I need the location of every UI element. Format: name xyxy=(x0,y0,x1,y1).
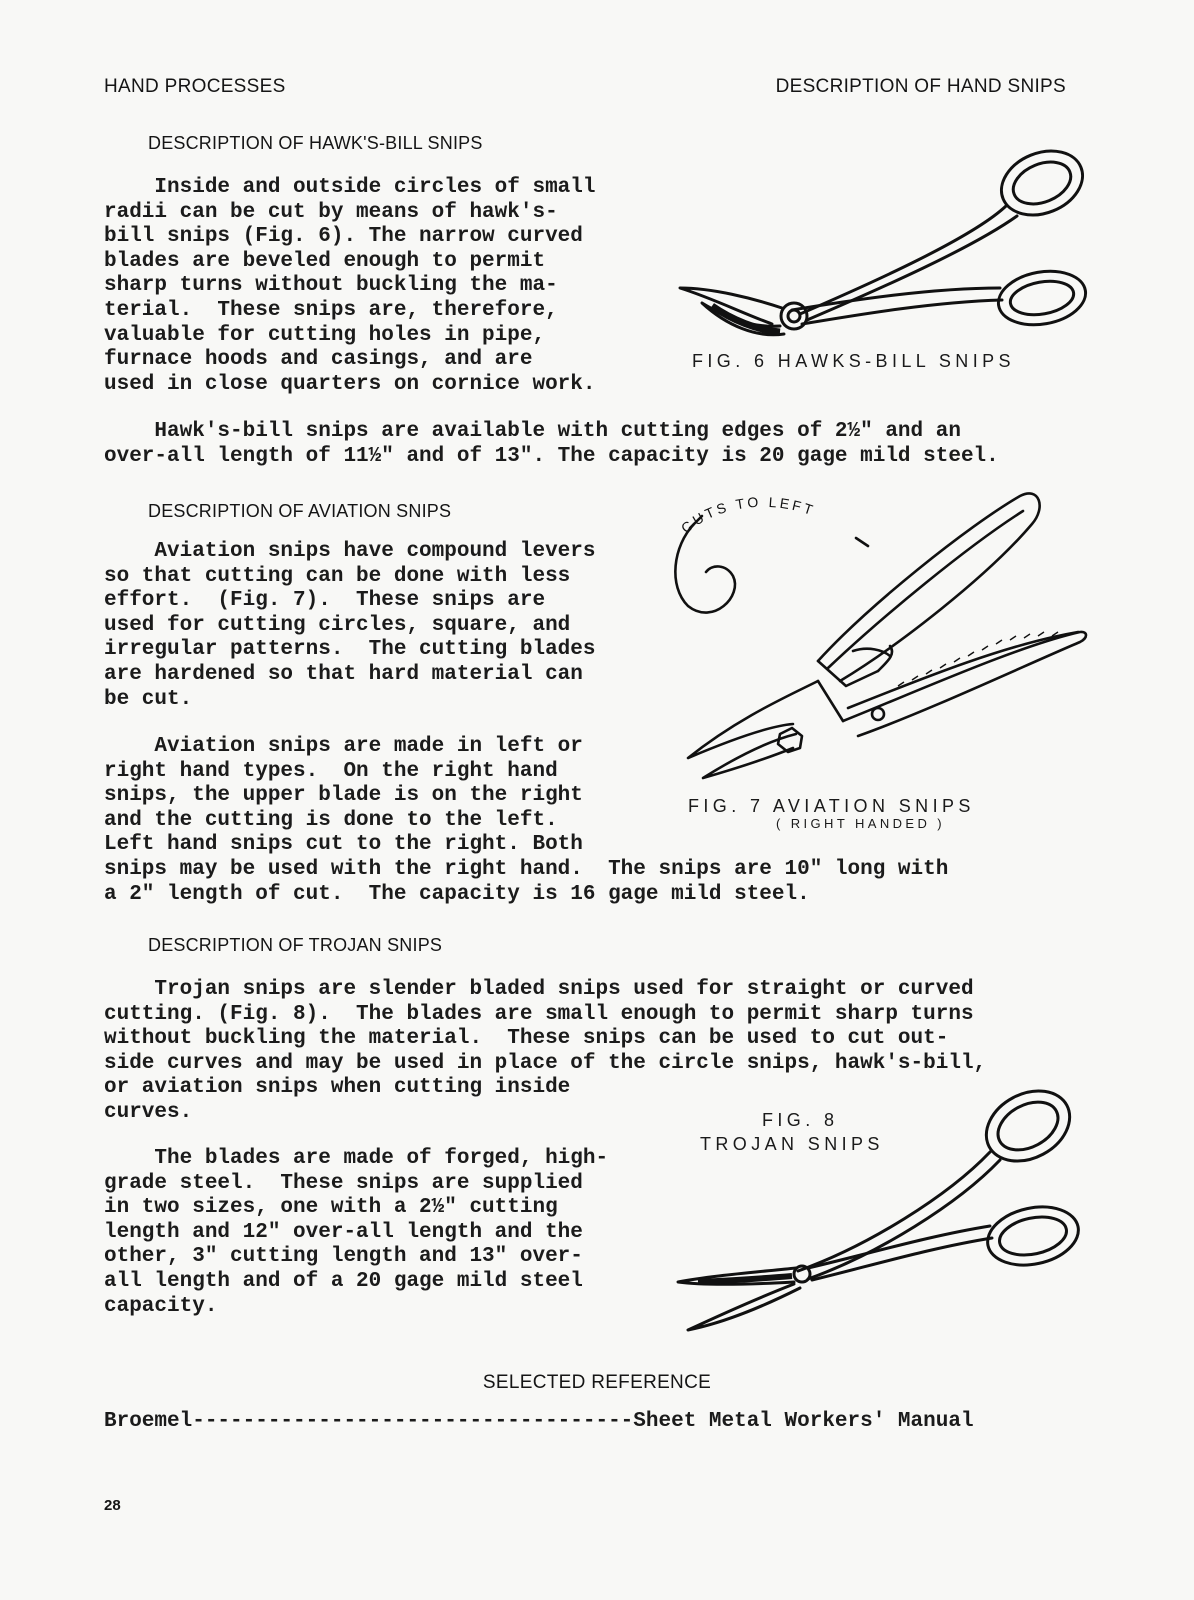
text-line: over-all length of 11½" and of 13". The capacity is 20 gage mild steel. xyxy=(104,444,999,468)
hawks-bill-paragraph-2 xyxy=(104,420,999,469)
trojan-heading: DESCRIPTION OF TROJAN SNIPS xyxy=(148,935,443,955)
text-line: snips, the upper blade is on the right xyxy=(104,784,583,808)
text-line: grade steel. These snips are supplied xyxy=(104,1171,583,1195)
text-line: snips may be used with the right hand. The snips are 10" long with xyxy=(104,857,949,881)
text-line: length and 12" over-all length and the xyxy=(104,1220,583,1244)
text-line: blades are beveled enough to permit xyxy=(104,249,546,273)
text-line: sharp turns without buckling the ma- xyxy=(104,274,558,298)
running-head-left: HAND PROCESSES xyxy=(104,76,286,97)
text-line: The blades are made of forged, high- xyxy=(104,1147,609,1170)
text-line: used for cutting circles, square, and xyxy=(104,613,571,637)
aviation-snips-drawing-icon xyxy=(668,486,1098,791)
text-line: in two sizes, one with a 2½" cutting xyxy=(104,1196,558,1220)
svg-text:CUTS TO LEFT xyxy=(678,494,818,536)
text-line: right hand types. On the right hand xyxy=(104,759,558,783)
text-line: other, 3" cutting length and 13" over- xyxy=(104,1245,583,1269)
text-line: without buckling the material. These snips can be used to cut out- xyxy=(104,1027,949,1051)
reference-text: Broemel-----------------------------------Sheet Metal Workers' Manual xyxy=(104,1410,974,1433)
text-line: Inside and outside circles of small xyxy=(104,176,596,199)
trojan-snips-drawing-icon xyxy=(668,1086,1098,1336)
hawks-bill-snips-drawing-icon xyxy=(672,138,1102,348)
page-number: 28 xyxy=(104,1497,121,1514)
text-line: and the cutting is done to the left. xyxy=(104,808,558,832)
fig7-sub-caption: ( RIGHT HANDED ) xyxy=(776,816,945,831)
text-line: Left hand snips cut to the right. Both xyxy=(104,833,583,857)
cuts-to-left-annotation: CUTS TO LEFT xyxy=(677,493,818,537)
text-line: Aviation snips are made in left or xyxy=(104,735,583,758)
hawks-bill-heading: DESCRIPTION OF HAWK'S-BILL SNIPS xyxy=(148,133,483,153)
fig8-caption-title: TROJAN SNIPS xyxy=(700,1134,884,1154)
text-line: are hardened so that hard material can xyxy=(104,662,583,686)
text-line: effort. (Fig. 7). These snips are xyxy=(104,589,546,613)
hawks-bill-paragraph-1 xyxy=(104,176,595,397)
reference-line xyxy=(104,1410,974,1435)
text-line: be cut. xyxy=(104,687,193,711)
text-line: or aviation snips when cutting inside xyxy=(104,1076,571,1100)
fig8-caption-number: FIG. 8 xyxy=(762,1110,839,1130)
text-line: capacity. xyxy=(104,1294,218,1318)
trojan-paragraph-2 xyxy=(104,1147,608,1319)
text-line: furnace hoods and casings, and are xyxy=(104,348,533,372)
text-line: terial. These snips are, therefore, xyxy=(104,298,558,322)
fig6-caption: FIG. 6 HAWKS-BILL SNIPS xyxy=(692,351,1015,371)
text-line: bill snips (Fig. 6). The narrow curved xyxy=(104,225,583,249)
selected-reference-heading: SELECTED REFERENCE xyxy=(482,1372,712,1393)
text-line: radii can be cut by means of hawk's- xyxy=(104,200,558,224)
text-line: Trojan snips are slender bladed snips used for straight or curved xyxy=(104,978,974,1001)
text-line: side curves and may be used in place of the circle snips, hawk's-bill, xyxy=(104,1051,987,1075)
running-head-right: DESCRIPTION OF HAND SNIPS xyxy=(775,76,1066,97)
text-line: Hawk's-bill snips are available with cutting edges of 2½" and an xyxy=(104,420,961,443)
text-line: a 2" length of cut. The capacity is 16 gage mild steel. xyxy=(104,882,810,906)
aviation-heading: DESCRIPTION OF AVIATION SNIPS xyxy=(148,501,452,521)
text-line: so that cutting can be done with less xyxy=(104,564,571,588)
text-line: valuable for cutting holes in pipe, xyxy=(104,323,546,347)
aviation-paragraph-1 xyxy=(104,540,595,712)
text-line: curves. xyxy=(104,1100,193,1124)
text-line: all length and of a 20 gage mild steel xyxy=(104,1269,583,1293)
text-line: Aviation snips have compound levers xyxy=(104,540,596,563)
text-line: irregular patterns. The cutting blades xyxy=(104,638,596,662)
fig7-caption: FIG. 7 AVIATION SNIPS xyxy=(688,796,975,816)
text-line: used in close quarters on cornice work. xyxy=(104,372,596,396)
text-line: cutting. (Fig. 8). The blades are small enough to permit sharp turns xyxy=(104,1002,974,1026)
